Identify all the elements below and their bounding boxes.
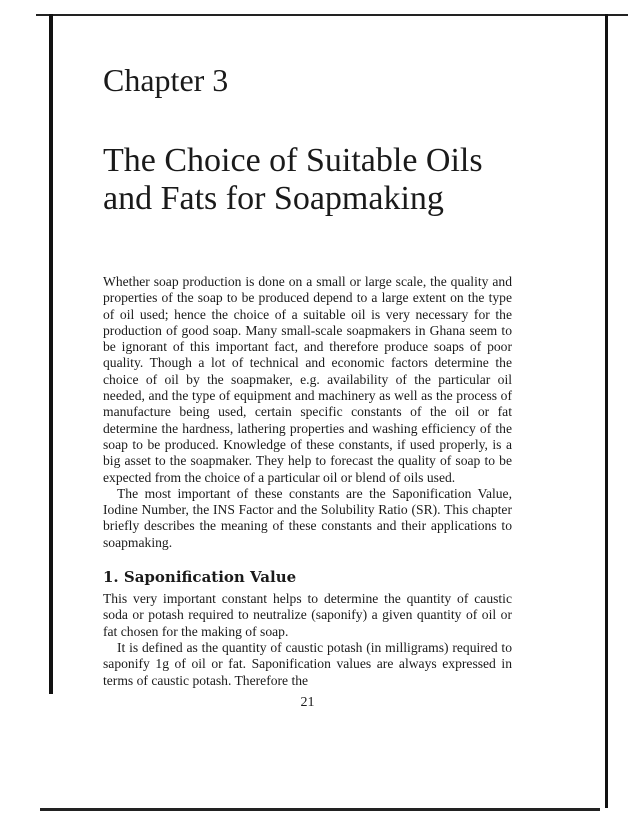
top-border-rule [36, 14, 628, 16]
chapter-body [103, 274, 512, 711]
chapter-title-line-2: and Fats for Soapmaking [103, 180, 444, 217]
right-border-rule [605, 14, 608, 808]
section-paragraph-1: This very important constant helps to determine the quantity of caustic soda or potash required to neutralize (saponify) a given quantity of oil or fat chosen for the making of soap. [103, 591, 512, 639]
intro-paragraph-1: Whether soap production is done on a small or large scale, the quality and properties of the soap to be produced depend to a large extent on the type of oil used; hence the choice of a suitable oil is very necessary for the production of good soap. Many small-scale soapmakers in Ghana seem to be ignorant of this important fact, and therefore produce soaps of poor quality. Though a lot of technical and economic factors determine the choice of oil by the soapmaker, e.g. availability of the particular oil needed, and the type of equipment and machinery as well as the process of manufacture being used, certain specific constants of the oil or fat determine the hardness, lathering properties and washing efficiency of the soap to be produced. Knowledge of these constants, if used properly, is a big asset to the soapmaker. They help to forecast the quality of soap to be expected from the choice of a particular oil or blend of oils used. [103, 274, 512, 485]
chapter-number: Chapter 3 [103, 62, 229, 98]
book-page [103, 60, 512, 711]
left-border-rule [49, 14, 53, 694]
bottom-border-rule [40, 808, 600, 811]
chapter-title [103, 142, 512, 218]
section-paragraph-2: It is defined as the quantity of caustic potash (in milligrams) required to saponify 1g of oil or fat. Saponification values are always expressed in terms of caustic potash. Therefore the [103, 639, 512, 688]
page-number: 21 [300, 694, 315, 710]
chapter-title-line-1: The Choice of Suitable Oils [103, 142, 483, 179]
intro-paragraph-2: The most important of these constants are the Saponification Value, Iodine Number, the INS Factor and the Solubility Ratio (SR). This chapter briefly describes the meaning of these constants and their applications to soapmaking. [103, 485, 512, 550]
section-heading: 1. Saponification Value [103, 568, 297, 587]
